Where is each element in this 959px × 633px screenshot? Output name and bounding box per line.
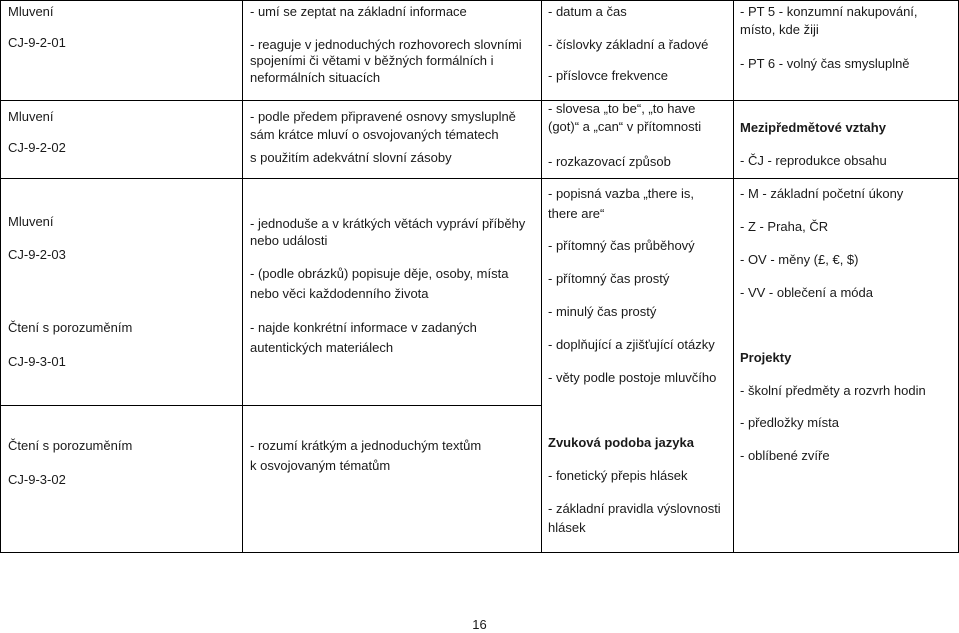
outcome-text: nebo věci každodenního života — [250, 286, 429, 301]
cross-topic-item: - předložky místa — [740, 415, 839, 430]
outcome-text: - rozumí krátkým a jednoduchým textům — [250, 438, 482, 453]
outcome-code: CJ-9-3-01 — [8, 354, 66, 369]
outcome-code: CJ-9-3-02 — [8, 472, 66, 487]
cross-topic-item: - PT 6 - volný čas smysluplně — [740, 56, 910, 71]
outcome-text: - (podle obrázků) popisuje děje, osoby, místa — [250, 266, 509, 281]
cross-topic-item: - Z - Praha, ČR — [740, 219, 829, 234]
curriculum-item: - číslovky základní a řadové — [548, 37, 709, 52]
section-heading: Projekty — [740, 350, 792, 365]
outcome-text: neformálních situacích — [250, 70, 381, 85]
outcome-text: - najde konkrétní informace v zadaných — [250, 320, 477, 335]
outcome-text: nebo události — [250, 233, 328, 248]
outcome-text: sám krátce mluví o osvojovaných tématech — [250, 127, 499, 142]
row-divider-1 — [0, 100, 959, 101]
curriculum-item: - popisná vazba „there is, — [548, 186, 694, 201]
outcome-text: spojeními či větami v běžných formálních i — [250, 53, 494, 68]
curriculum-item: - příslovce frekvence — [548, 68, 668, 83]
outcome-text: - reaguje v jednoduchých rozhovorech slovními — [250, 37, 522, 52]
curriculum-item: - věty podle postoje mluvčího — [548, 370, 717, 385]
page-number: 16 — [472, 617, 487, 632]
curriculum-item: (got)“ a „can“ v přítomnosti — [548, 119, 702, 134]
curriculum-item: there are“ — [548, 206, 605, 221]
table-left-border — [0, 0, 1, 553]
outcome-text: s použitím adekvátní slovní zásoby — [250, 150, 452, 165]
skill-label: Čtení s porozuměním — [8, 320, 133, 335]
section-heading: Zvuková podoba jazyka — [548, 435, 694, 450]
curriculum-item: - přítomný čas průběhový — [548, 238, 695, 253]
skill-label: Mluvení — [8, 4, 54, 19]
curriculum-item: - rozkazovací způsob — [548, 154, 671, 169]
row-divider-3 — [0, 405, 541, 406]
skill-label: Mluvení — [8, 214, 54, 229]
cross-topic-item: - PT 5 - konzumní nakupování, — [740, 4, 918, 19]
column-divider-1 — [242, 0, 243, 553]
table-bottom-border — [0, 552, 959, 553]
cross-topic-item: - VV - oblečení a móda — [740, 285, 873, 300]
skill-label: Mluvení — [8, 109, 54, 124]
outcome-text: - umí se zeptat na základní informace — [250, 4, 467, 19]
curriculum-item: - minulý čas prostý — [548, 304, 657, 319]
column-divider-3 — [733, 0, 734, 553]
cross-topic-item: - oblíbené zvíře — [740, 448, 830, 463]
curriculum-item: - doplňující a zjišťující otázky — [548, 337, 715, 352]
cross-topic-item: místo, kde žiji — [740, 22, 819, 37]
row-divider-2 — [0, 178, 959, 179]
cross-topic-item: - OV - měny (£, €, $) — [740, 252, 859, 267]
cross-topic-item: - školní předměty a rozvrh hodin — [740, 383, 926, 398]
curriculum-item: hlásek — [548, 520, 586, 535]
section-heading: Mezipředmětové vztahy — [740, 120, 886, 135]
skill-label: Čtení s porozuměním — [8, 438, 133, 453]
cross-topic-item: - M - základní početní úkony — [740, 186, 904, 201]
curriculum-item: - datum a čas — [548, 4, 627, 19]
outcome-code: CJ-9-2-02 — [8, 140, 66, 155]
outcome-text: k osvojovaným tématům — [250, 458, 391, 473]
outcome-text: autentických materiálech — [250, 340, 394, 355]
outcome-code: CJ-9-2-03 — [8, 247, 66, 262]
outcome-text: - podle předem připravené osnovy smysluplně — [250, 109, 516, 124]
cross-topic-item: - ČJ - reprodukce obsahu — [740, 153, 887, 168]
curriculum-item: - základní pravidla výslovnosti — [548, 501, 721, 516]
curriculum-item: - přítomný čas prostý — [548, 271, 670, 286]
column-divider-2 — [541, 0, 542, 553]
outcome-text: - jednoduše a v krátkých větách vypráví příběhy — [250, 216, 526, 231]
outcome-code: CJ-9-2-01 — [8, 35, 66, 50]
curriculum-item: - fonetický přepis hlásek — [548, 468, 688, 483]
curriculum-item: - slovesa „to be“, „to have — [548, 101, 696, 116]
table-top-border — [0, 0, 959, 1]
